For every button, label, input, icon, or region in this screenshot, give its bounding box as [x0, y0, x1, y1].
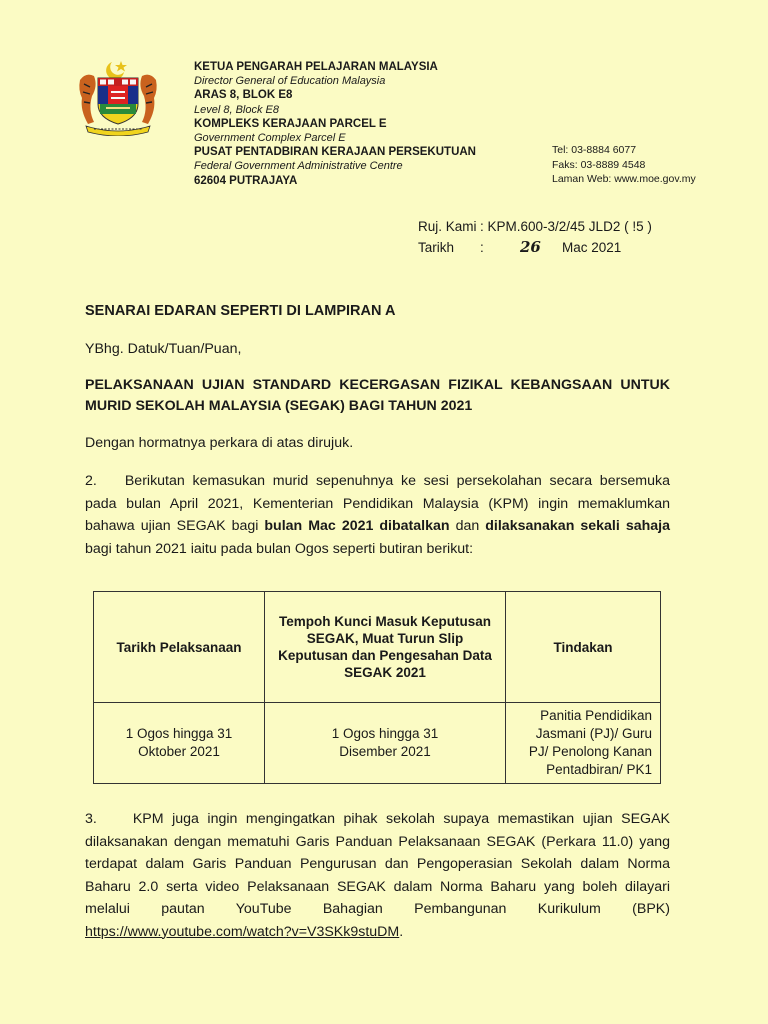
paragraph-2-text-b: dan: [449, 518, 486, 534]
letterhead-floor: ARAS 8, BLOK E8: [194, 89, 293, 102]
date-month-year: Mac 2021: [562, 240, 622, 255]
paragraph-1: Dengan hormatnya perkara di atas dirujuk.: [85, 435, 354, 451]
schedule-table: [93, 591, 661, 784]
reference-block: [418, 216, 652, 258]
contact-block: [552, 143, 696, 187]
paragraph-3: [85, 808, 670, 943]
date-colon: :: [480, 240, 484, 255]
letterhead-postcode: 62604 PUTRAJAYA: [194, 174, 298, 187]
letterhead-centre: PUSAT PENTADBIRAN KERAJAAN PERSEKUTUAN: [194, 146, 476, 159]
table-header-row: [94, 592, 661, 703]
letterhead-complex-en: Government Complex Parcel E: [194, 132, 346, 145]
letterhead-title-en: Director General of Education Malaysia: [194, 75, 386, 88]
table-header-period: Tempoh Kunci Masuk Keputusan SEGAK, Muat Turun Slip Keputusan dan Pengesahan Data SEGAK 2021: [265, 592, 506, 703]
date-day-handwritten: 26: [520, 238, 541, 256]
letterhead-floor-en: Level 8, Block E8: [194, 103, 279, 116]
letterhead-title: KETUA PENGARAH PELAJARAN MALAYSIA: [194, 61, 438, 73]
paragraph-3-text: KPM juga ingin mengingatkan pihak sekolah supaya memastikan ujian SEGAK dilaksanakan dengan mematuhi Garis Panduan Pelaksanaan SEGAK (Perkara 11.0) yang terdapat dalam Garis Panduan Pengurusan dan Pengoperasian Sekolah dalam Norma Baharu 2.0 serta video Pelaksanaan SEGAK dalam Norma Baharu yang boleh dilayari melalui pautan YouTube Bahagian Pembangunan Kurikulum (BPK): [85, 811, 670, 917]
paragraph-2-bold-a: bulan Mac 2021 dibatalkan: [264, 518, 450, 534]
salutation: YBhg. Datuk/Tuan/Puan,: [85, 341, 242, 357]
subject-heading: PELAKSANAAN UJIAN STANDARD KECERGASAN FIZIKAL KEBANGSAAN UNTUK MURID SEKOLAH MALAYSIA (SEGAK) BAGI TAHUN 2021: [85, 377, 670, 414]
paragraph-3-number: 3.: [85, 811, 97, 827]
paragraph-2-number: 2.: [85, 473, 97, 489]
letterhead-complex: KOMPLEKS KERAJAAN PARCEL E: [194, 117, 387, 130]
table-header-action: Tindakan: [506, 592, 661, 703]
table-header-date: Tarikh Pelaksanaan: [94, 592, 265, 703]
contact-web: Laman Web: www.moe.gov.my: [552, 173, 696, 185]
paragraph-2-text-c: bagi tahun 2021 iaitu pada bulan Ogos seperti butiran berikut:: [85, 540, 474, 557]
paragraph-3-end: .: [399, 923, 404, 940]
table-cell-action: Panitia Pendidikan Jasmani (PJ)/ Guru PJ/ Penolong Kanan Pentadbiran/ PK1: [506, 703, 661, 784]
date-label: Tarikh: [418, 240, 455, 255]
ref-value: : KPM.600-3/2/45 JLD2 ( !5 ): [480, 219, 652, 234]
ref-label: Ruj. Kami: [418, 219, 477, 234]
contact-fax: Faks: 03-8889 4548: [552, 158, 646, 171]
youtube-link[interactable]: https://www.youtube.com/watch?v=V3SKk9stuDM: [85, 923, 400, 940]
letterhead: [194, 60, 524, 188]
letterhead-centre-en: Federal Government Administrative Centre: [194, 160, 403, 173]
contact-tel: Tel: 03-8884 6077: [552, 144, 637, 156]
table-cell-period: 1 Ogos hingga 31 Disember 2021: [265, 703, 506, 784]
malaysia-coat-of-arms-icon: [76, 58, 160, 136]
table-cell-date: 1 Ogos hingga 31 Oktober 2021: [94, 703, 265, 784]
paragraph-2-text-a: Berikutan kemasukan murid sepenuhnya ke sesi persekolahan secara bersemuka pada bulan April 2021, Kementerian Pendidikan Malaysia (KPM) ingin memaklumkan bahawa ujian SEGAK bagi: [85, 473, 670, 534]
recipient-line: SENARAI EDARAN SEPERTI DI LAMPIRAN A: [85, 303, 396, 319]
paragraph-2: [85, 470, 670, 560]
paragraph-2-bold-b: dilaksanakan sekali sahaja: [485, 518, 670, 534]
table-row: [94, 703, 661, 784]
